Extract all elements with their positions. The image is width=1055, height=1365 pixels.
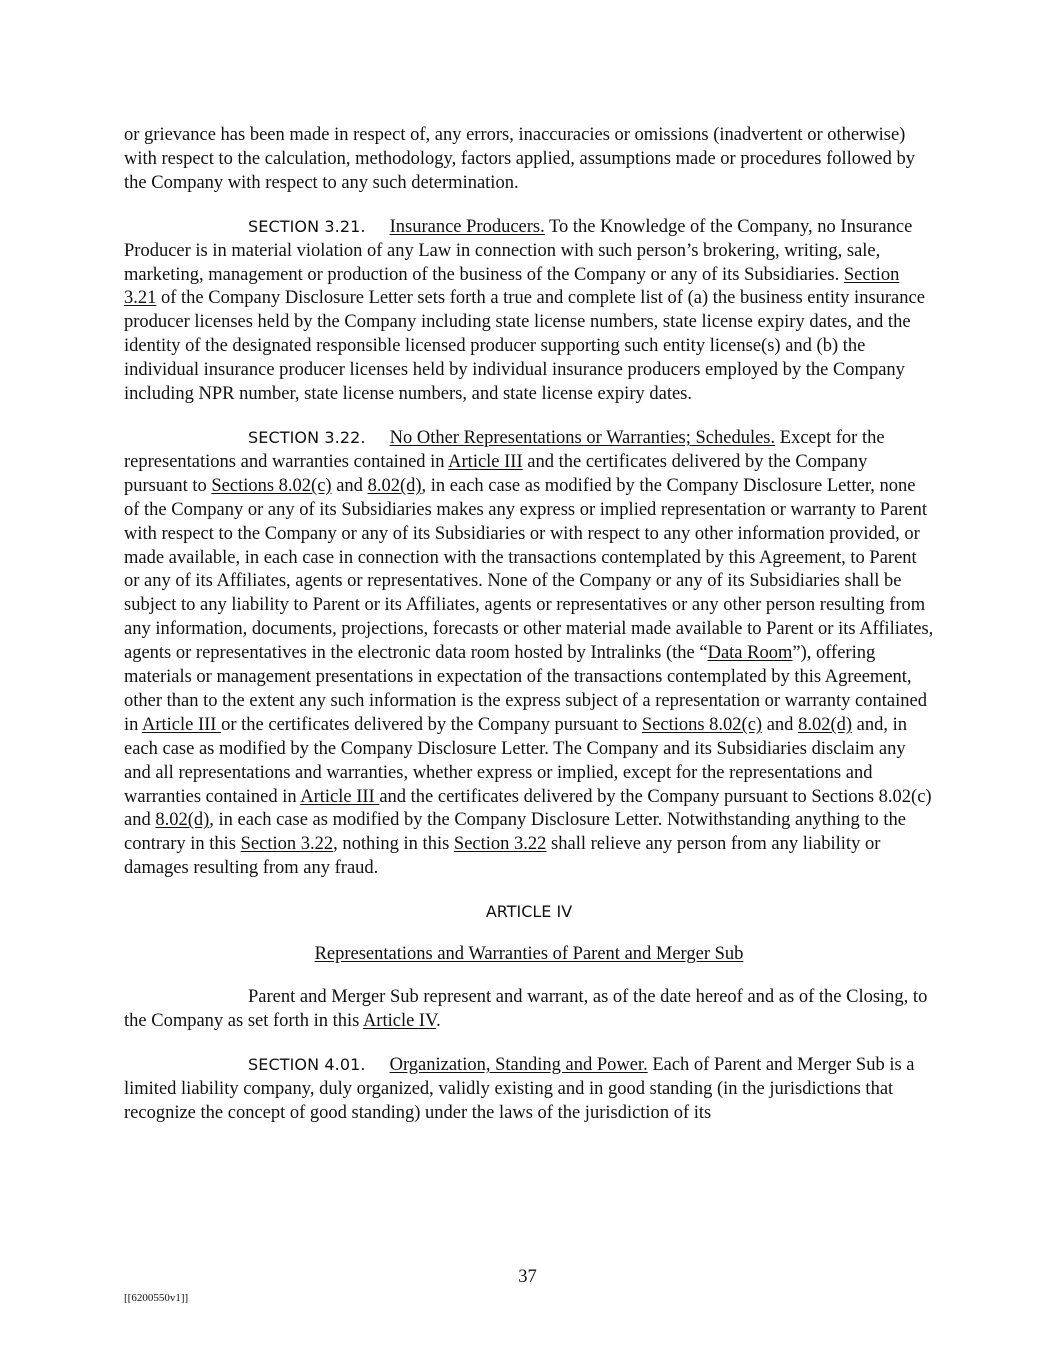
cross-reference: Article III: [300, 786, 380, 807]
section-title: Organization, Standing and Power.: [389, 1054, 648, 1075]
defined-term: Data Room: [707, 643, 793, 664]
article-subheading: Representations and Warranties of Parent and Merger Sub: [314, 944, 744, 965]
cross-reference: 8.02(d): [367, 475, 422, 496]
cross-reference: Article IV: [362, 1010, 437, 1031]
cross-reference: 8.02(d): [155, 810, 210, 831]
section-number: SECTION 3.22.: [248, 427, 366, 447]
article-heading: ARTICLE IV: [485, 902, 573, 922]
cross-reference: 8.02(d): [798, 714, 853, 735]
section-title: No Other Representations or Warranties; Schedules.: [389, 427, 776, 448]
document-id: [[6200550v1]]: [124, 1292, 189, 1304]
section-3-22-paragraph: SECTION 3.22. No Other Representations or Warranties; Schedules. Except for the representations and warranties contained in Article III and the certificates delivered by the Company pursuant to Sections 8.02(c) and 8.02(d), in each case as modified by the Company Disclosure Letter, none of the Company or any of its Subsidiaries makes any express or implied representation or warranty to Parent with respect to the Company or any of its Subsidiaries or with respect to any other information provided, or made available, in each case in connection with the transactions contemplated by this Agreement, to Parent or any of its Affiliates, agents or representatives. None of the Company or any of its Subsidiaries shall be subject to any liability to Parent or its Affiliates, agents or representatives or any other person resulting from any information, documents, projections, forecasts or other material made available to Parent or its Affiliates, agents or representatives in the electronic data room hosted by Intralinks (the “Data Room”), offering materials or management presentations in expectation of the transactions contemplated by this Agreement, other than to the extent any such information is the express subject of a representation or warranty contained in Article III or the certificates delivered by the Company pursuant to Sections 8.02(c) and 8.02(d) and, in each case as modified by the Company Disclosure Letter. The Company and its Subsidiaries disclaim any and all representations and warranties, whether express or implied, except for the representations and warranties contained in Article III and the certificates delivered by the Company pursuant to Sections 8.02(c) and 8.02(d), in each case as modified by the Company Disclosure Letter. Notwithstanding anything to the contrary in this Section 3.22, nothing in this Section 3.22 shall relieve any person from any liability or damages resulting from any fraud.: [124, 427, 934, 879]
cross-reference: Section 3.22: [453, 834, 547, 855]
article-intro-paragraph: Parent and Merger Sub represent and warrant, as of the date hereof and as of the Closing, to the Company as set forth in this Article IV.: [124, 987, 928, 1031]
cross-reference: Sections 8.02(c): [641, 714, 763, 735]
section-title: Insurance Producers.: [389, 216, 545, 237]
section-3-21-paragraph: SECTION 3.21. Insurance Producers. To the Knowledge of the Company, no Insurance Producer is in material violation of any Law in connection with such person’s brokering, writing, sale, marketing, management or production of the business of the Company or any of its Subsidiaries. Section 3.21 of the Company Disclosure Letter sets forth a true and complete list of (a) the business entity insurance producer licenses held by the Company including state license numbers, state license expiry dates, and the identity of the designated responsible licensed producer supporting such entity license(s) and (b) the individual insurance producer licenses held by individual insurance producers employed by the Company including NPR number, state license numbers, and state license expiry dates.: [124, 216, 925, 405]
cross-reference: Sections 8.02(c): [211, 475, 332, 496]
section-number: SECTION 4.01.: [248, 1054, 366, 1074]
page-number: 37: [518, 1267, 537, 1287]
document-body: [124, 124, 934, 1145]
cross-reference: Article III: [142, 714, 222, 735]
cross-reference: Section 3.21: [124, 264, 900, 309]
section-number: SECTION 3.21.: [248, 216, 366, 236]
cross-reference: Article III: [448, 451, 523, 472]
section-4-01-paragraph: SECTION 4.01. Organization, Standing and Power. Each of Parent and Merger Sub is a limited liability company, duly organized, validly existing and in good standing (in the jurisdictions that recognize the concept of good standing) under the laws of the jurisdiction of its: [124, 1054, 915, 1123]
cross-reference: Section 3.22: [240, 834, 334, 855]
continuation-paragraph: or grievance has been made in respect of, any errors, inaccuracies or omissions (inadvertent or otherwise) with respect to the calculation, methodology, factors applied, assumptions made or procedures followed by the Company with respect to any such determination.: [124, 125, 916, 193]
